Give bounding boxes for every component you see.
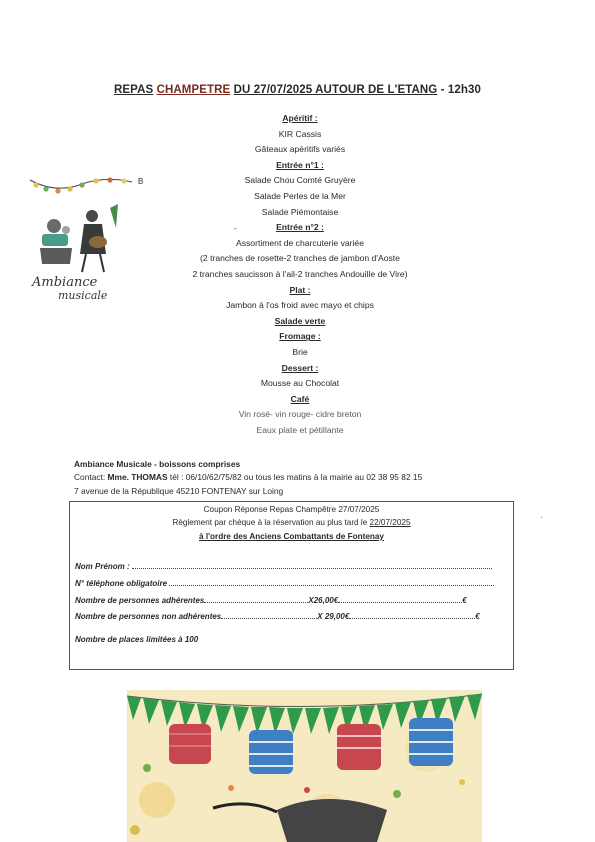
nonmembers-field-row [75,612,480,621]
salade-heading: Salade verte [274,315,326,326]
menu-item: Salade Perles de la Mer [254,190,346,201]
title-part-repas: REPAS [114,84,154,96]
reply-coupon [69,501,514,670]
page-title [0,84,595,96]
coupon-heading: Coupon Réponse Repas Champêtre 27/07/2025 [203,505,380,514]
nonmembers-total-field[interactable] [349,618,475,619]
euro-sign: € [462,596,467,605]
payment-text: Règlement par chèque à la réservation au plus tard le [172,518,368,528]
title-part-champetre: CHAMPETRE [156,84,231,96]
party-banner-image [127,690,482,842]
menu-item: KIR Cassis [278,128,322,139]
stray-mark-dash: - [234,224,237,233]
payment-date: 22/07/2025 [369,518,411,528]
euro-sign: € [475,612,480,621]
contact-name: Mme. THOMAS [107,472,168,483]
contact-line [74,471,422,484]
members-label: Nombre de personnes adhérentes [75,596,205,605]
menu-item: Brie [292,346,308,357]
members-price: X26,00€ [308,596,339,605]
contact-info [74,458,422,498]
name-label: Nom Prénom : [75,562,130,571]
menu-item: (2 tranches de rosette-2 tranches de jambon d'Aoste [200,253,400,264]
menu-item: Jambon à l'os froid avec mayo et chips [226,300,374,311]
order-line: à l'ordre des Anciens Combattants de Fontenay [199,531,384,541]
plat-heading: Plat : [289,284,311,295]
title-part-time: - 12h30 [440,84,481,96]
entree1-heading: Entrée n°1 : [276,159,324,170]
ambiance-line: Ambiance Musicale - boissons comprises [74,459,241,469]
entree2-heading: Entrée n°2 : [276,222,324,233]
name-field-row [75,562,492,571]
menu-item: Assortiment de charcuterie variée [235,237,364,248]
nonmembers-price: X 29,00€ [317,612,350,621]
string-lights-icon [30,177,132,193]
name-field[interactable] [132,568,492,569]
nonmembers-count-field[interactable] [221,618,317,619]
dessert-heading: Dessert : [281,362,319,373]
stray-mark-b: B [138,177,144,186]
fromage-heading: Fromage : [279,331,321,342]
menu-item: Salade Piémontaise [261,206,339,217]
logo-line1: Ambiance [32,275,98,290]
aperitif-heading: Apéritif : [282,113,318,123]
phone-field[interactable] [169,585,494,586]
members-total-field[interactable] [338,602,462,603]
stray-mark-tick: ` [540,516,543,525]
members-count-field[interactable] [204,602,308,603]
menu-item: 2 tranches saucisson à l'ail-2 tranches Andouille de Vire) [192,268,408,279]
ambiance-musicale-logo [26,168,136,308]
cafe-heading: Café [290,393,310,404]
drinks-line: Vin rosé- vin rouge- cidre breton [238,409,362,420]
members-field-row [75,596,467,605]
menu-item: Gâteaux apéritifs variés [254,144,346,155]
limit-line: Nombre de places limitées à 100 [75,635,199,644]
payment-line [70,516,513,529]
address-line: 7 avenue de la République 45210 FONTENAY sur Loing [74,485,284,496]
menu-item: Salade Chou Comté Gruyère [244,175,356,186]
menu-section [150,111,450,438]
title-part-date: DU 27/07/2025 AUTOUR DE L'ETANG [233,84,438,96]
phone-field-row [75,579,494,588]
contact-prefix: Contact: [74,472,106,483]
menu-item: Mousse au Chocolat [260,378,340,389]
nonmembers-label: Nombre de personnes non adhérentes [75,612,222,621]
musicians-icon [40,204,118,272]
drinks-line: Eaux plate et pétillante [256,424,344,435]
logo-line2: musicale [58,289,108,302]
contact-details: tél : 06/10/62/75/82 ou tous les matins à la mairie au 02 38 95 82 15 [169,472,423,483]
phone-label: N° téléphone obligatoire [75,579,168,588]
bowl-icon [277,799,387,842]
